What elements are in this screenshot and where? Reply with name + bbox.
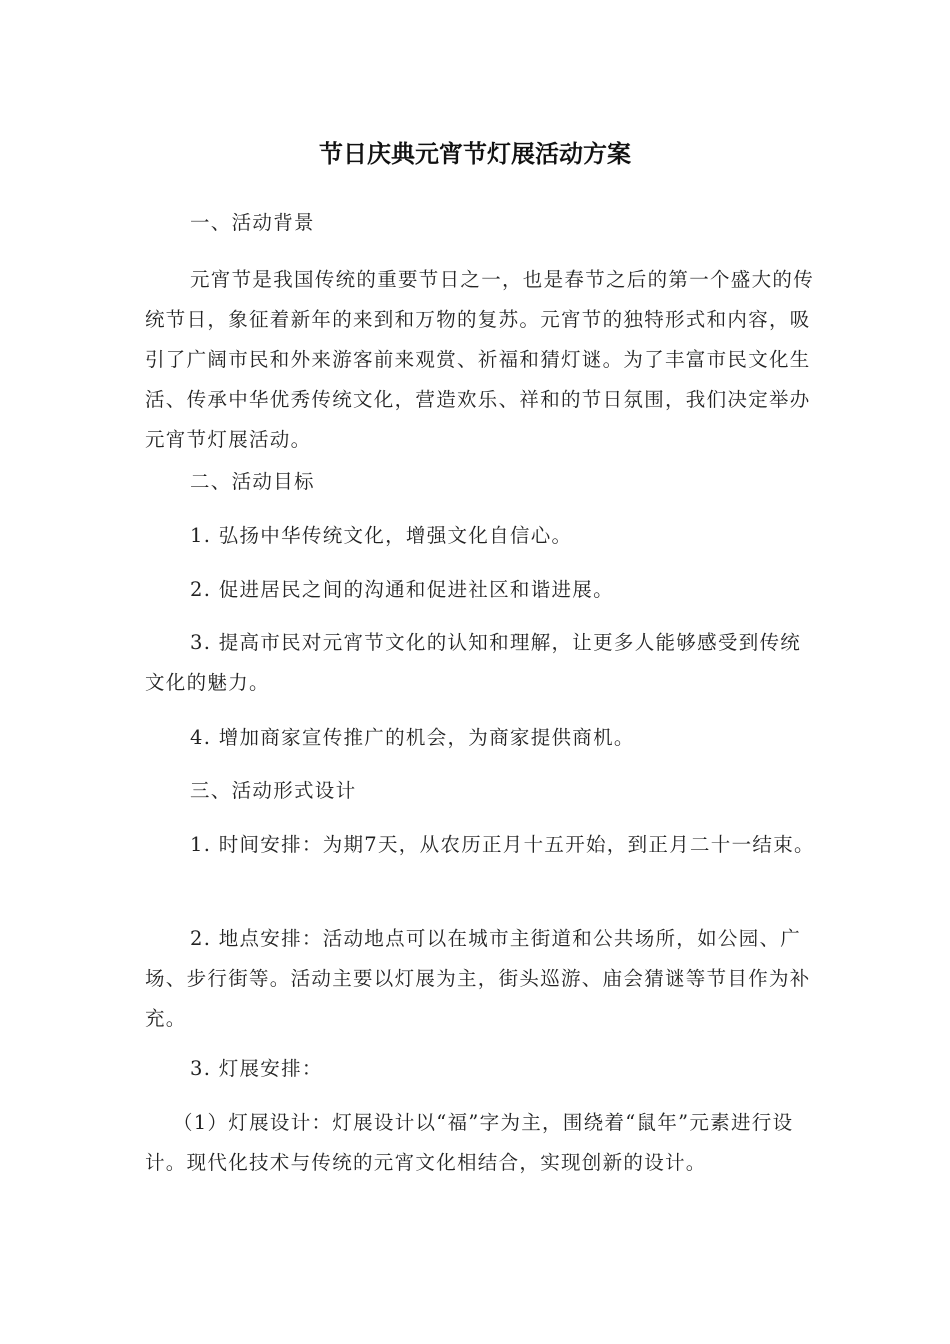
goal-item-3: 3. 提高市民对元宵节文化的认知和理解，让更多人能够感受到传统文化的魅力。 [145, 631, 802, 694]
format-item-location: 2. 地点安排：活动地点可以在城市主街道和公共场所，如公园、广场、步行街等。活动主要以灯展为主，街头巡游、庙会猜谜等节目作为补充。 [145, 927, 811, 1030]
format-item-lantern: 3. 灯展安排： [190, 1057, 323, 1080]
section-heading-format: 三、活动形式设计 [190, 779, 357, 802]
section-heading-background: 一、活动背景 [190, 211, 315, 234]
goal-item-2: 2. 促进居民之间的沟通和促进社区和谐进展。 [190, 578, 614, 601]
lantern-design-item: （1）灯展设计：灯展设计以“福”字为主，围绕着“鼠年”元素进行设计。现代化技术与传统的元宵文化相结合，实现创新的设计。 [145, 1111, 794, 1174]
goal-item-4: 4. 增加商家宣传推广的机会，为商家提供商机。 [190, 726, 635, 749]
goal-item-1: 1. 弘扬中华传统文化，增强文化自信心。 [190, 524, 573, 547]
paragraph-background: 元宵节是我国传统的重要节日之一，也是春节之后的第一个盛大的传统节日，象征着新年的来到和万物的复苏。元宵节的独特形式和内容，吸引了广阔市民和外来游客前来观赏、祈福和猜灯谜。为了丰富市民文化生活、传承中华优秀传统文化，营造欢乐、祥和的节日氛围，我们决定举办元宵节灯展活动。 [145, 268, 815, 451]
section-heading-goals: 二、活动目标 [190, 470, 315, 493]
document-title: 节日庆典元宵节灯展活动方案 [319, 140, 631, 168]
format-item-time: 1. 时间安排：为期7天，从农历正月十五开始，到正月二十一结束。 [190, 833, 815, 856]
